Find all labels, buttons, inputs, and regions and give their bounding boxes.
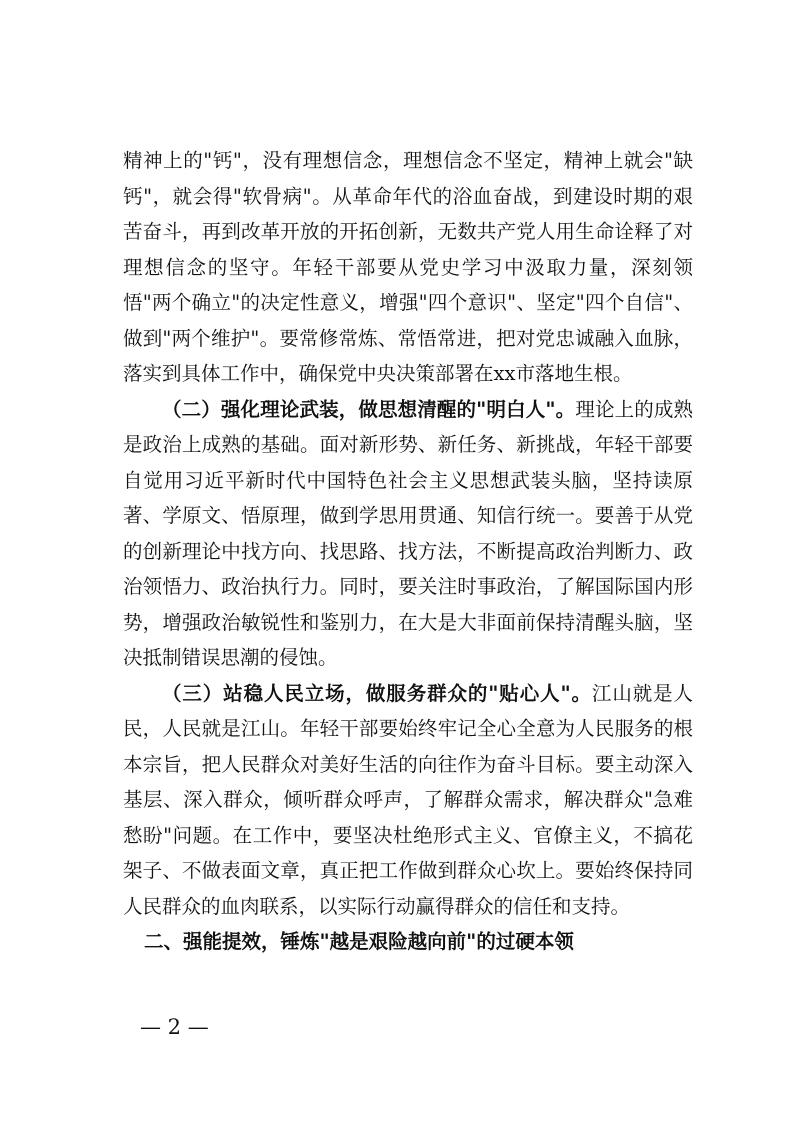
paragraph-1: 精神上的"钙"，没有理想信念，理想信念不坚定，精神上就会"缺钙"，就会得"软骨病"。从革命年代的浴血奋战，到建设时期的艰苦奋斗，再到改革开放的开拓创新，无数共产党人用生命诠释了对理想信念的坚守。年轻干部要从党史学习中汲取力量，深刻领悟"两个确立"的决定性意义，增强"四个意识"、坚定"四个自信"、做到"两个维护"。要常修常炼、常悟常进，把对党忠诚融入血脉，落实到具体工作中，确保党中央决策部署在xx市落地生根。 (123, 149, 693, 385)
paragraph-3-lead: （三）站稳人民立场，做服务群众的"贴心人"。 (162, 681, 592, 705)
document-body (123, 143, 693, 960)
page-number: — 2 — (140, 1015, 209, 1039)
paragraph-3 (123, 676, 693, 925)
paragraph-2-body: 理论上的成熟是政治上成熟的基础。面对新形势、新任务、新挑战，年轻干部要自觉用习近平新时代中国特色社会主义思想武装头脑，坚持读原著、学原文、悟原理，做到学思用贯通、知信行统一。要善于从党的创新理论中找方向、找思路、找方法，不断提高政治判断力、政治领悟力、政治执行力。同时，要关注时事政治，了解国际国内形势，增强政治敏锐性和鉴别力，在大是大非面前保持清醒头脑，坚决抵制错误思潮的侵蚀。 (123, 397, 693, 669)
paragraph-2 (123, 392, 693, 676)
paragraph-3-body: 江山就是人民，人民就是江山。年轻干部要始终牢记全心全意为人民服务的根本宗旨，把人民群众对美好生活的向往作为奋斗目标。要主动深入基层、深入群众，倾听群众呼声，了解群众需求，解决群众"急难愁盼"问题。在工作中，要坚决杜绝形式主义、官僚主义，不搞花架子、不做表面文章，真正把工作做到群众心坎上。要始终保持同人民群众的血肉联系，以实际行动赢得群众的信任和支持。 (123, 681, 693, 918)
paragraph-2-lead: （二）强化理论武装，做思想清醒的"明白人"。 (162, 397, 576, 421)
section-heading: 二、强能提效，锤炼"越是艰险越向前"的过硬本领 (144, 930, 574, 953)
